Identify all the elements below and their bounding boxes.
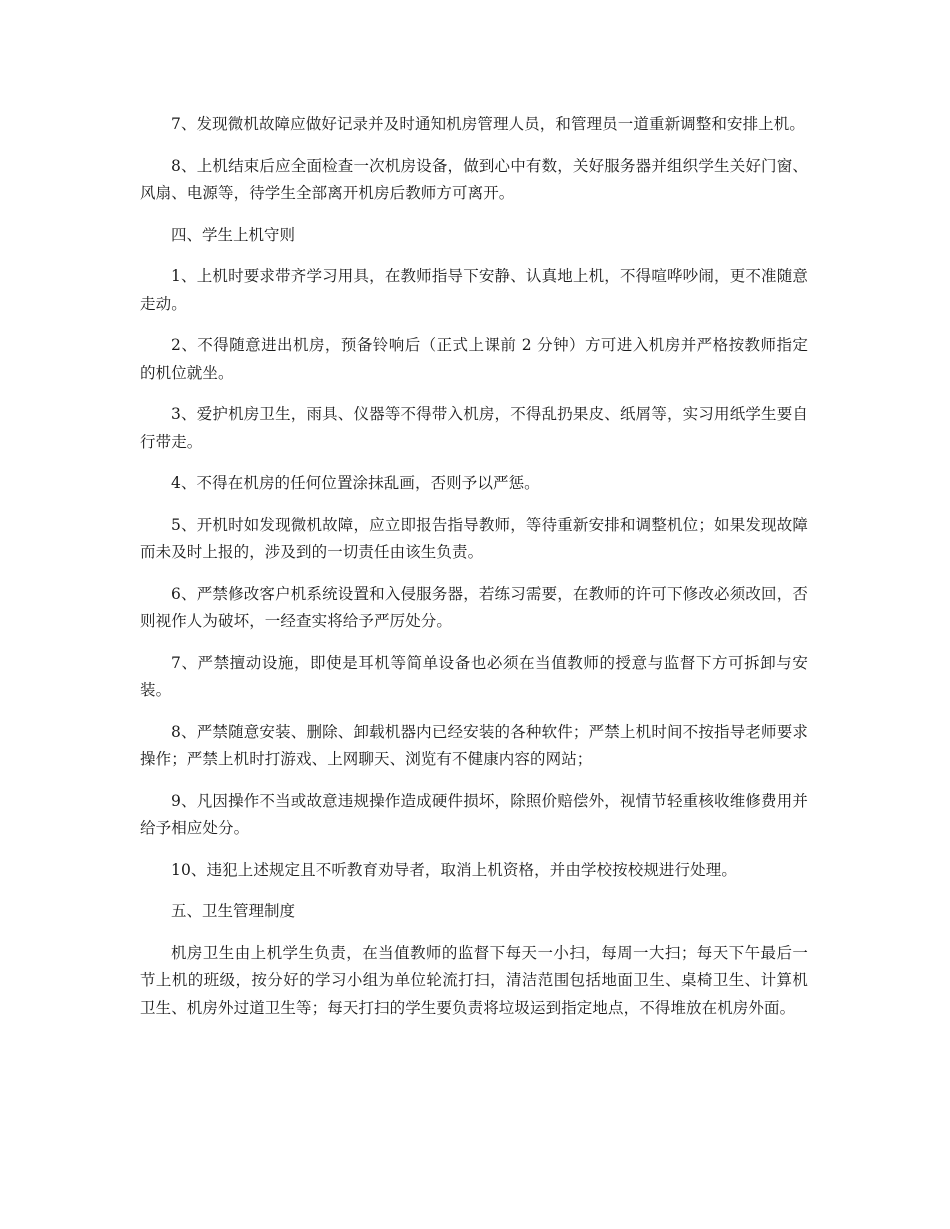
- paragraph: 3、爱护机房卫生，雨具、仪器等不得带入机房，不得乱扔果皮、纸屑等，实习用纸学生要自行带走。: [140, 405, 808, 451]
- paragraph: 5、开机时如发现微机故障，应立即报告指导教师，等待重新安排和调整机位；如果发现故障而未及时上报的，涉及到的一切责任由该生负责。: [140, 515, 808, 561]
- section-heading: 四、学生上机守则: [171, 225, 296, 244]
- paragraph: 机房卫生由上机学生负责，在当值教师的监督下每天一小扫，每周一大扫；每天下午最后一节上机的班级，按分好的学习小组为单位轮流打扫，清洁范围包括地面卫生、桌椅卫生、计算机卫生、机房外过道卫生等；每天打扫的学生要负责将垃圾运到指定地点，不得堆放在机房外面。: [140, 943, 808, 1017]
- paragraph: 7、严禁擅动设施，即使是耳机等简单设备也必须在当值教师的授意与监督下方可拆卸与安装。: [140, 653, 808, 699]
- paragraph: 9、凡因操作不当或故意违规操作造成硬件损坏，除照价赔偿外，视情节轻重核收维修费用并给予相应处分。: [140, 791, 808, 837]
- document-page: [140, 111, 808, 1036]
- section-heading: 五、卫生管理制度: [171, 902, 296, 920]
- paragraph: 1、上机时要求带齐学习用具，在教师指导下安静、认真地上机，不得喧哗吵闹，更不准随意走动。: [140, 267, 808, 313]
- paragraph: 2、不得随意进出机房，预备铃响后（正式上课前 2 分钟）方可进入机房并严格按教师指定的机位就坐。: [140, 336, 808, 382]
- paragraph: 6、严禁修改客户机系统设置和入侵服务器，若练习需要，在教师的许可下修改必须改回，否则视作人为破坏，一经查实将给予严厉处分。: [140, 584, 808, 630]
- paragraph: 4、不得在机房的任何位置涂抹乱画，否则予以严惩。: [171, 474, 540, 492]
- paragraph: 8、上机结束后应全面检查一次机房设备，做到心中有数，关好服务器并组织学生关好门窗、风扇、电源等，待学生全部离开机房后教师方可离开。: [140, 156, 808, 202]
- paragraph: 7、发现微机故障应做好记录并及时通知机房管理人员，和管理员一道重新调整和安排上机。: [171, 115, 805, 133]
- paragraph: 10、违犯上述规定且不听教育劝导者，取消上机资格，并由学校按校规进行处理。: [171, 860, 737, 879]
- paragraph: 8、严禁随意安装、删除、卸载机器内已经安装的各种软件；严禁上机时间不按指导老师要求操作；严禁上机时打游戏、上网聊天、浏览有不健康内容的网站；: [140, 722, 808, 768]
